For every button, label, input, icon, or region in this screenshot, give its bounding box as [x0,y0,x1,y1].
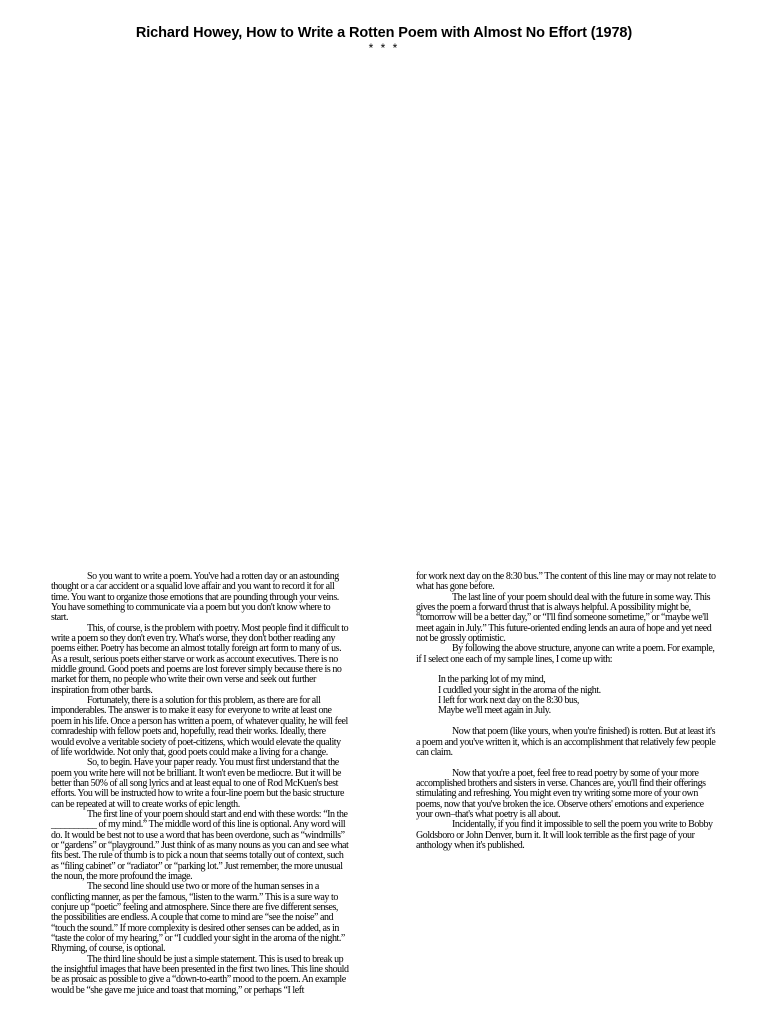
paragraph: Now that poem (like yours, when you're finished) is rotten. But at least it's a poem and you've written it, which is an accomplishment that relatively few people can claim. [416,726,716,758]
section-separator: * * * [368,41,400,55]
paragraph: The first line of your poem should start and end with these words: “In the __________ of my mind.” The middle word of this line is optional. Any word will do. It would be best not to use a word that has been overdone, such as “windmills” or “gardens” or “playground.” Just think of as many nouns as you can and see what fits best. The rule of thumb is to pick a noun that seems totally out of context, such as “filing cabinet” or “radiator” or “parking lot.” Just remember, the more unusual the noun, the more profound the image. [51,808,349,882]
paragraph: The last line of your poem should deal with the future in some way. This gives the poem a forward thrust that is always helpful. A possibility might be, “tomorrow will be a better day,” or “I'll find someone sometime,” or “maybe we'll meet again in July.” This future-oriented ending lends an aura of hope and yet need not be grossly optimistic. [416,591,712,645]
poem-line: In the parking lot of my mind, [438,674,546,686]
paragraph-continued: for work next day on the 8:30 bus.” The content of this line may or may not relate to what has gone before. [416,571,716,593]
left-column [51,572,349,996]
right-column [416,572,716,851]
paragraph: So, to begin. Have your paper ready. You must first understand that the poem you write here will not be brilliant. It won't even be mediocre. But it will be better than 50% of all song lyrics and at least equal to one of Rod McKuen's best efforts. You will be instructed how to write a four-line poem but the basic structure can be repeated at will to create works of epic length. [51,757,344,810]
page-title: Richard Howey, How to Write a Rotten Poem with Almost No Effort (1978) [135,25,633,41]
paragraph: The second line should use two or more of the human senses in a conflicting manner, as per the famous, “listen to the warm.” This is a sure way to conjure up “poetic” feeling and atmosphere. Since there are five different senses, the possibilities are endless. A couple that come to mind are “see the noise” and “touch the sound.” If more complexity is desired other senses can be added, as in “taste the color of my hearing,” or “I cuddled your sight in the aroma of the night.” Rhyming, of course, is optional. [51,881,345,955]
paragraph: So you want to write a poem. You've had a rotten day or an astounding thought or a car accident or a squalid love affair and you want to record it for all time. You want to organize those emotions that are pounding through your veins. You have something to communicate via a poem but you don't know where to start. [51,571,339,624]
paragraph: By following the above structure, anyone can write a poem. For example, if I select one each of my sample lines, I come up with: [416,643,715,665]
paragraph: The third line should be just a simple statement. This is used to break up the insightful images that have been presented in the first two lines. This line should be as prosaic as possible to give a “down-to-earth” mood to the poem. An example would be “she gave me juice and toast that morning,” or perhaps “I left [51,953,349,996]
paragraph: Incidentally, if you find it impossible to sell the poem you write to Bobby Goldsboro or John Denver, burn it. It will look terrible as the first page of your anthology when it's published. [416,819,713,851]
poem-line: Maybe we'll meet again in July. [438,705,551,717]
paragraph: Now that you're a poet, feel free to read poetry by some of your more accomplished brothers and sisters in verse. Chances are, you'll find their offerings stimulating and refreshing. You might even try writing some more of your own poems, now that you've broken the ice. Observe others' emotions and experience your own–that's what poetry is all about. [416,767,706,820]
sample-poem [438,675,716,716]
poem-line: I cuddled your sight in the aroma of the night. [438,684,601,696]
paragraph: Fortunately, there is a solution for this problem, as there are for all imponderables. The answer is to make it easy for everyone to write at least one poem in his life. Once a person has written a poem, of whatever quality, he will feel comradeship with fellow poets and, hopefully, read their works. Ideally, there would evolve a veritable society of poet-citizens, which would elevate the quality of life worldwide. Not only that, good poets could make a living for a change. [51,695,348,758]
poem-line: I left for work next day on the 8:30 bus, [438,695,579,707]
paragraph: This, of course, is the problem with poetry. Most people find it difficult to write a poem so they don't even try. What's worse, they don't bother reading any poems either. Poetry has become an almost totally foreign art form to many of us. As a result, serious poets either starve or work as account executives. There is no middle ground. Good poets and poems are lost forever simply because there is no market for them, no people who write their own verse and seek out further inspiration from other bards. [51,622,349,696]
